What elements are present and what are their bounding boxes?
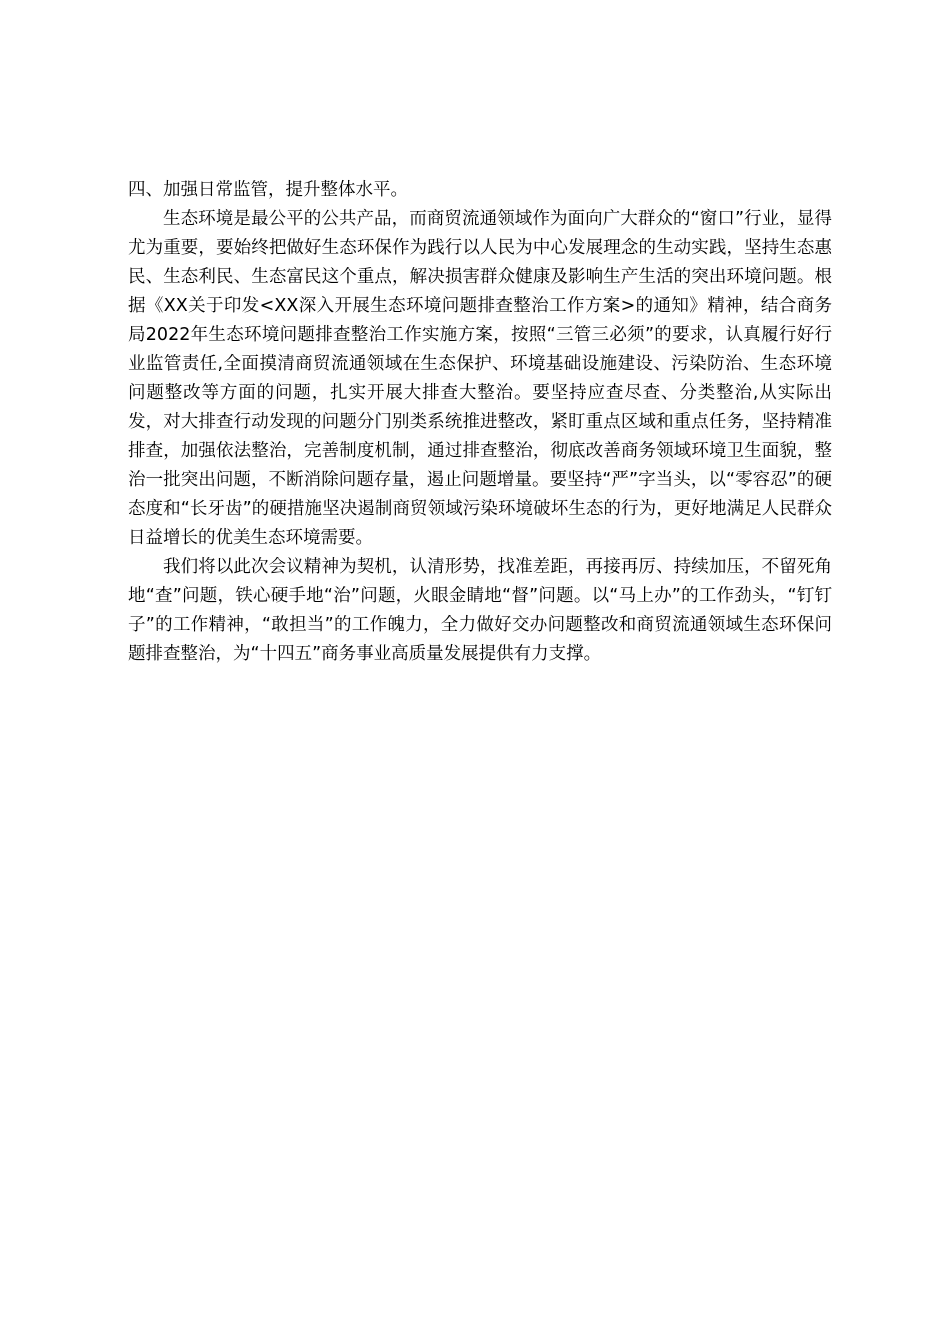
section-heading: 四、加强日常监管，提升整体水平。	[128, 180, 408, 200]
paragraph-1: 生态环境是最公平的公共产品，而商贸流通领域作为面向广大群众的“窗口”行业，显得尤为重要，要始终把做好生态环保作为践行以人民为中心发展理念的生动实践，坚持生态惠民、生态利民、生态富民这个重点，解决损害群众健康及影响生产生活的突出环境问题。根据《XX关于印发<XX深入开展生态环境问题排查整治工作方案>的通知》精神，结合商务局2022年生态环境问题排查整治工作实施方案，按照“三管三必须”的要求，认真履行好行业监管责任,全面摸清商贸流通领域在生态保护、环境基础设施建设、污染防治、生态环境问题整改等方面的问题，扎实开展大排查大整治。要坚持应查尽查、分类整治,从实际出发，对大排查行动发现的问题分门别类系统推进整改，紧盯重点区域和重点任务，坚持精准排查，加强依法整治，完善制度机制，通过排查整治，彻底改善商务领域环境卫生面貌，整治一批突出问题，不断消除问题存量，遏止问题增量。要坚持“严”字当头，以“零容忍”的硬态度和“长牙齿”的硬措施坚决遏制商贸领域污染环境破坏生态的行为，更好地满足人民群众日益增长的优美生态环境需要。	[128, 209, 832, 548]
paragraph-2: 我们将以此次会议精神为契机，认清形势，找准差距，再接再厉、持续加压，不留死角地“查”问题，铁心硬手地“治”问题，火眼金睛地“督”问题。以“马上办”的工作劲头，“钉钉子”的工作精神，“敢担当”的工作魄力，全力做好交办问题整改和商贸流通领域生态环保问题排查整治，为“十四五”商务事业高质量发展提供有力支撑。	[128, 557, 832, 664]
document-body	[128, 176, 832, 669]
